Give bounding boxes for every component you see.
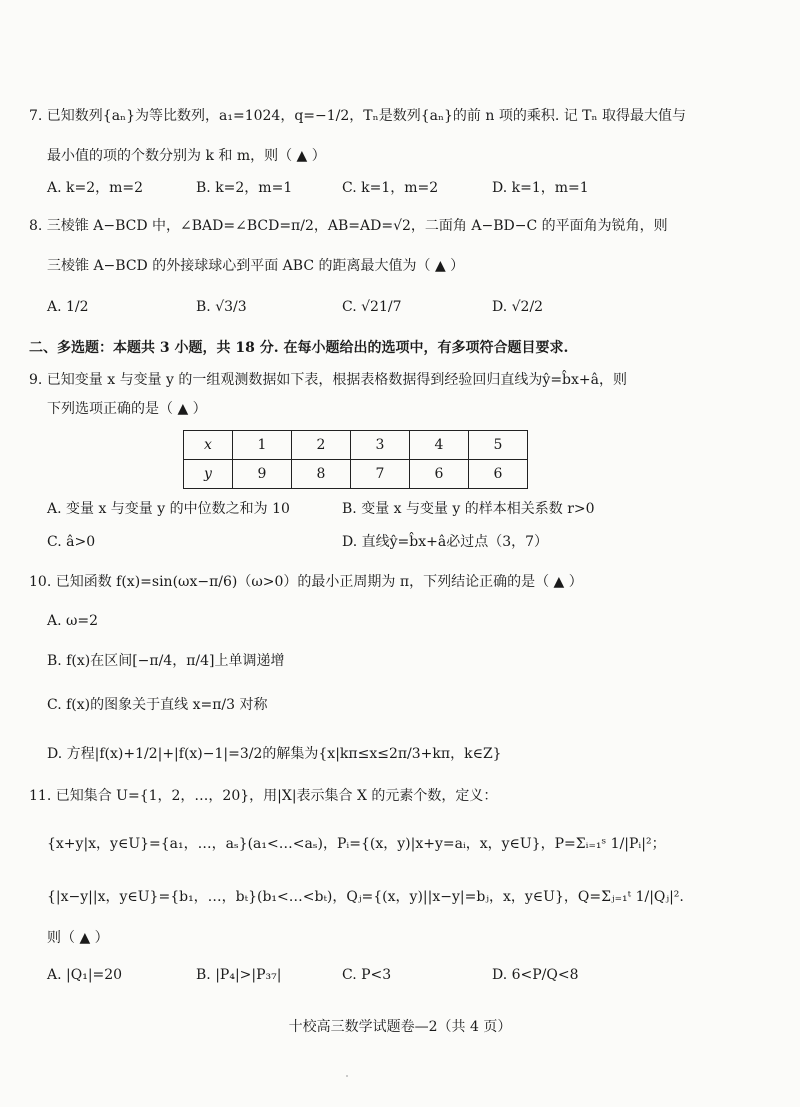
- page-footer: 十校高三数学试题卷—2（共 4 页）: [288, 1019, 512, 1035]
- q9-option-c: C. â>0: [47, 534, 96, 550]
- q11-definition-q: {|x−y||x，y∈U}={b₁，…，bₜ}(b₁<…<bₜ)，Qⱼ={(x，y)||x−y|=bⱼ，x，y∈U}，Q=Σⱼ₌₁ᵗ 1/|Qⱼ|².: [47, 889, 684, 905]
- q11-option-a: A. |Q₁|=20: [47, 967, 123, 983]
- table-row-x: [184, 431, 528, 460]
- table-cell: 6: [410, 460, 469, 489]
- q7-option-b: B. k=2，m=1: [196, 180, 293, 196]
- q8-stem-line1: 8. 三棱锥 A−BCD 中，∠BAD=∠BCD=π/2，AB=AD=√2，二面角 A−BD−C 的平面角为锐角，则: [29, 218, 668, 234]
- q7-stem-line1: 7. 已知数列{aₙ}为等比数列，a₁=1024，q=−1/2，Tₙ是数列{aₙ}的前 n 项的乘积. 记 Tₙ 取得最大值与: [29, 108, 687, 124]
- table-cell: 5: [469, 431, 528, 460]
- q7-option-c: C. k=1，m=2: [342, 180, 439, 196]
- q9-stem-line1: 9. 已知变量 x 与变量 y 的一组观测数据如下表，根据表格数据得到经验回归直线为ŷ=b̂x+â，则: [29, 372, 627, 388]
- q8-option-a: A. 1/2: [47, 299, 89, 315]
- q10-option-d: D. 方程|f(x)+1/2|+|f(x)−1|=3/2的解集为{x|kπ≤x≤2π/3+kπ，k∈Z}: [47, 746, 502, 762]
- table-row-y: [184, 460, 528, 489]
- q10-stem: 10. 已知函数 f(x)=sin(ωx−π/6)（ω>0）的最小正周期为 π，下列结论正确的是（ ▲ ）: [29, 574, 583, 590]
- q11-definition-p: {x+y|x，y∈U}={a₁，…，aₛ}(a₁<…<aₛ)，Pᵢ={(x，y)|x+y=aᵢ，x，y∈U}，P=Σᵢ₌₁ˢ 1/|Pᵢ|²；: [47, 836, 666, 852]
- q11-stem-line2: 则（ ▲ ）: [47, 930, 109, 946]
- q8-stem-line2: 三棱锥 A−BCD 的外接球球心到平面 ABC 的距离最大值为（ ▲ ）: [47, 258, 465, 274]
- q7-option-a: A. k=2，m=2: [47, 180, 144, 196]
- q7-stem-line2: 最小值的项的个数分别为 k 和 m，则（ ▲ ）: [47, 148, 326, 164]
- q9-data-table: [183, 430, 528, 489]
- table-cell: 8: [292, 460, 351, 489]
- table-cell: 2: [292, 431, 351, 460]
- scan-speck: [346, 1075, 348, 1077]
- q11-option-d: D. 6<P/Q<8: [492, 967, 579, 983]
- table-cell: 3: [351, 431, 410, 460]
- section-multi-choice-header: 二、多选题：本题共 3 小题，共 18 分. 在每小题给出的选项中，有多项符合题目要求.: [29, 340, 569, 356]
- q8-option-c: C. √21/7: [342, 299, 402, 315]
- q9-option-b: B. 变量 x 与变量 y 的样本相关系数 r>0: [342, 501, 595, 517]
- q7-option-d: D. k=1，m=1: [492, 180, 589, 196]
- q9-stem-line2: 下列选项正确的是（ ▲ ）: [47, 401, 207, 417]
- table-header-x: x: [184, 431, 233, 460]
- q11-option-b: B. |P₄|>|P₃₇|: [196, 967, 282, 983]
- table-cell: 1: [233, 431, 292, 460]
- q9-option-d: D. 直线ŷ=b̂x+â必过点（3，7）: [342, 534, 549, 550]
- q8-option-d: D. √2/2: [492, 299, 544, 315]
- q10-option-a: A. ω=2: [47, 613, 99, 629]
- q10-option-b: B. f(x)在区间[−π/4，π/4]上单调递增: [47, 653, 285, 669]
- q8-option-b: B. √3/3: [196, 299, 247, 315]
- q11-stem: 11. 已知集合 U={1，2，…，20}，用|X|表示集合 X 的元素个数，定义：: [29, 788, 498, 804]
- q9-option-a: A. 变量 x 与变量 y 的中位数之和为 10: [47, 501, 290, 517]
- table-cell: 6: [469, 460, 528, 489]
- q11-option-c: C. P<3: [342, 967, 392, 983]
- table-cell: 7: [351, 460, 410, 489]
- table-cell: 9: [233, 460, 292, 489]
- q10-option-c: C. f(x)的图象关于直线 x=π/3 对称: [47, 697, 268, 713]
- table-header-y: y: [184, 460, 233, 489]
- table-cell: 4: [410, 431, 469, 460]
